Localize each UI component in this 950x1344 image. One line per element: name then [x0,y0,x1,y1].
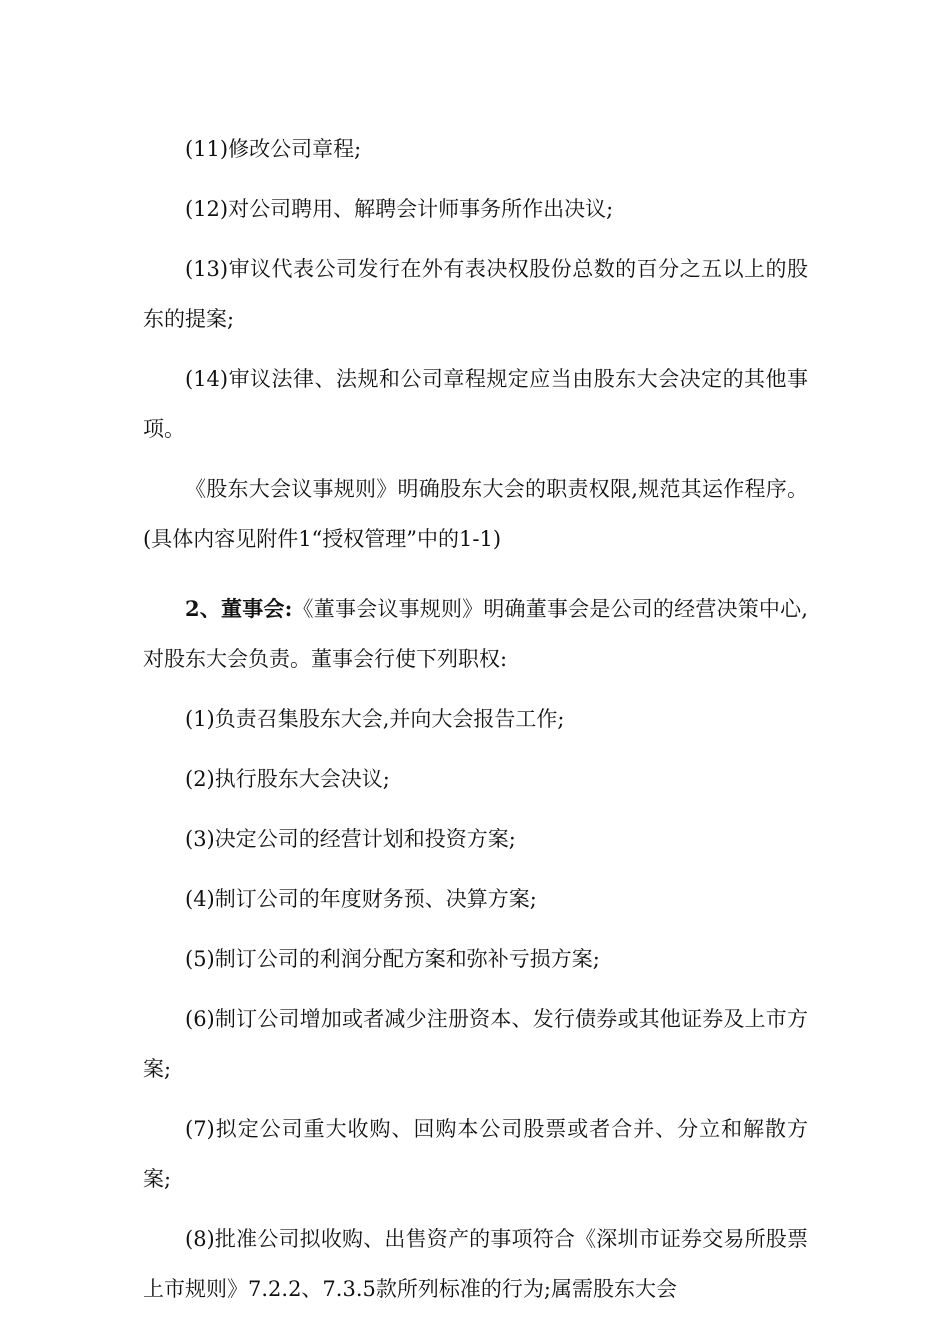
paragraph-board-intro [143,584,808,684]
board-intro-text: 《董事会议事规则》明确董事会是公司的经营决策中心,对股东大会负责。董事会行使下列职权: [143,597,808,671]
paragraph-item-14: (14)审议法律、法规和公司章程规定应当由股东大会决定的其他事项。 [143,367,808,441]
board-item-5: (5)制订公司的利润分配方案和弥补亏损方案; [185,947,600,971]
section-heading-board: 2、董事会: [185,596,293,621]
paragraph-item-11: (11)修改公司章程; [185,137,362,161]
paragraph-item-12: (12)对公司聘用、解聘会计师事务所作出决议; [185,197,614,221]
paragraph-shareholder-rules: 《股东大会议事规则》明确股东大会的职责权限,规范其运作程序。(具体内容见附件1“授权管理”中的1-1) [143,477,808,551]
board-item-8: (8)批准公司拟收购、出售资产的事项符合《深圳市证券交易所股票上市规则》7.2.2、7.3.5款所列标准的行为;属需股东大会 [143,1227,808,1301]
board-item-2: (2)执行股东大会决议; [185,767,390,791]
board-item-6: (6)制订公司增加或者减少注册资本、发行债券或其他证券及上市方案; [143,1007,808,1081]
board-item-4: (4)制订公司的年度财务预、决算方案; [185,887,537,911]
document-body [143,124,808,1314]
board-item-1: (1)负责召集股东大会,并向大会报告工作; [185,707,565,731]
paragraph-item-13: (13)审议代表公司发行在外有表决权股份总数的百分之五以上的股东的提案; [143,257,808,331]
board-item-3: (3)决定公司的经营计划和投资方案; [185,827,516,851]
board-item-7: (7)拟定公司重大收购、回购本公司股票或者合并、分立和解散方案; [143,1117,808,1191]
